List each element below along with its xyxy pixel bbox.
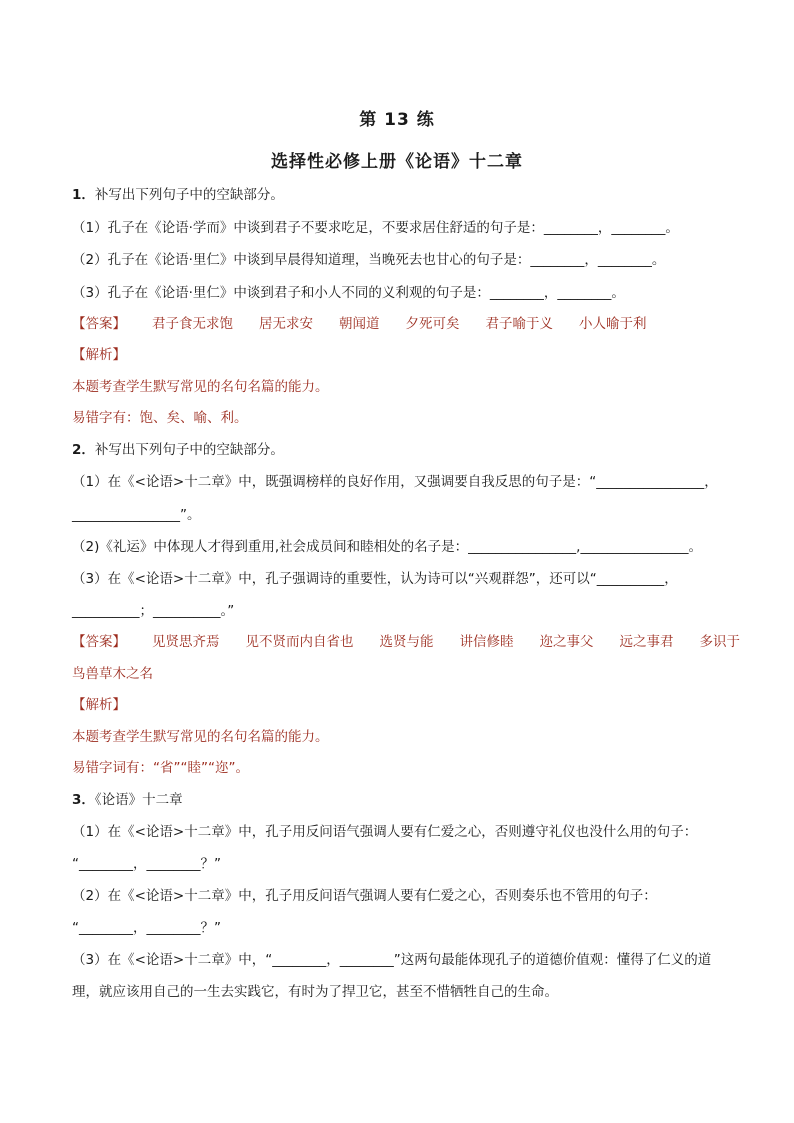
q1-heading: 1．补写出下列句子中的空缺部分。 — [72, 187, 284, 203]
q2-analysis-text-1: 本题考查学生默写常见的名句名篇的能力。 — [72, 729, 329, 745]
answer-label: 【答案】 — [72, 316, 126, 332]
q1-analysis-text-2: 易错字有：饱、矣、喻、利。 — [72, 410, 248, 426]
q2-answer-continued: 鸟兽草木之名 — [72, 666, 153, 682]
q3-item-1a: （1）在《<论语>十二章》中，孔子用反问语气强调人要有仁爱之心，否则遵守礼仪也没什么用的句子： — [72, 824, 698, 840]
q2-item-1a: （1）在《<论语>十二章》中，既强调榜样的良好作用，又强调要自我反思的句子是：“________________， — [72, 474, 718, 490]
q1-item-1: （1）孔子在《论语·学而》中谈到君子不要求吃足，不要求居住舒适的句子是：________，________。 — [72, 220, 679, 236]
q2-answer: 【答案】 见贤思齐焉 见不贤而内自省也 选贤与能 讲信修睦 迩之事父 远之事君 多识于 — [72, 634, 740, 650]
page-subtitle: 选择性必修上册《论语》十二章 — [271, 152, 523, 172]
q2-item-3a: （3）在《<论语>十二章》中，孔子强调诗的重要性，认为诗可以“兴观群怨”，还可以“__________， — [72, 571, 678, 587]
page-title: 第 13 练 — [359, 110, 435, 130]
answer-label: 【答案】 — [72, 634, 126, 650]
q2-item-1b: ________________”。 — [72, 507, 201, 523]
q2-analysis-text-2: 易错字词有：“省”“睦”“迩”。 — [72, 760, 249, 776]
q3-item-3b: 理，就应该用自己的一生去实践它，有时为了捍卫它，甚至不惜牺牲自己的生命。 — [72, 984, 558, 1000]
q3-item-2b: “________，________？” — [72, 920, 221, 936]
q2-heading: 2．补写出下列句子中的空缺部分。 — [72, 442, 284, 458]
q3-item-2a: （2）在《<论语>十二章》中，孔子用反问语气强调人要有仁爱之心，否则奏乐也不管用的句子： — [72, 888, 657, 904]
q3-item-1b: “________，________？” — [72, 856, 221, 872]
q3-item-3a: （3）在《<论语>十二章》中，“________，________”这两句最能体现孔子的道德价值观：懂得了仁义的道 — [72, 952, 712, 968]
q1-item-2: （2）孔子在《论语·里仁》中谈到早晨得知道理，当晚死去也甘心的句子是：________，________。 — [72, 252, 666, 268]
q1-analysis-label: 【解析】 — [72, 347, 126, 363]
q2-item-2: （2)《礼运》中体现人才得到重用,社会成员间和睦相处的名子是：________________,________________。 — [72, 539, 702, 555]
q2-analysis-label: 【解析】 — [72, 697, 126, 713]
q2-item-3b: __________；__________。” — [72, 603, 235, 619]
q1-answer: 【答案】 君子食无求饱 居无求安 朝闻道 夕死可矣 君子喻于义 小人喻于利 — [72, 316, 647, 332]
q1-analysis-text-1: 本题考查学生默写常见的名句名篇的能力。 — [72, 379, 329, 395]
q3-heading: 3．《论语》十二章 — [72, 792, 183, 808]
q1-item-3: （3）孔子在《论语·里仁》中谈到君子和小人不同的义利观的句子是：________，________。 — [72, 285, 625, 301]
